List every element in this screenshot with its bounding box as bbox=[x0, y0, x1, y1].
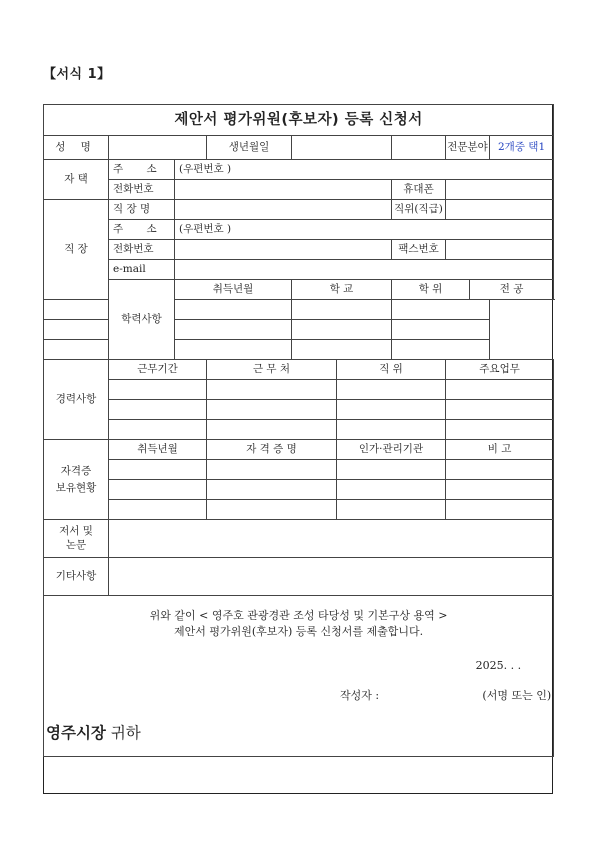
fax-label: 팩스번호 bbox=[392, 240, 446, 260]
license-header: 비 고 bbox=[446, 440, 554, 460]
email-label: e-mail bbox=[109, 260, 175, 280]
education-row bbox=[44, 320, 554, 340]
education-header: 취득년월 bbox=[175, 280, 292, 300]
books-label-line2: 논문 bbox=[65, 538, 87, 551]
work-phone-field[interactable] bbox=[175, 240, 392, 260]
recipient-name: 영주시장 bbox=[46, 724, 106, 742]
home-phone-label: 전화번호 bbox=[109, 180, 175, 200]
form-title: 제안서 평가위원(후보자) 등록 신청서 bbox=[44, 105, 554, 136]
license-row bbox=[44, 460, 554, 480]
position-label: 직위(직급) bbox=[392, 200, 446, 220]
etc-label: 기타사항 bbox=[44, 558, 109, 596]
career-row bbox=[44, 380, 554, 400]
recipient-suffix: 귀하 bbox=[105, 724, 141, 742]
name-field[interactable] bbox=[109, 136, 207, 160]
license-header: 취득년월 bbox=[109, 440, 207, 460]
education-row bbox=[44, 340, 554, 360]
career-row bbox=[44, 400, 554, 420]
license-header: 인가·관리기관 bbox=[337, 440, 446, 460]
education-header: 전 공 bbox=[470, 280, 554, 300]
position-field[interactable] bbox=[446, 200, 554, 220]
career-row bbox=[44, 420, 554, 440]
email-field[interactable] bbox=[175, 260, 554, 280]
license-row bbox=[44, 500, 554, 520]
blank-cell bbox=[392, 136, 446, 160]
dob-label: 생년월일 bbox=[207, 136, 292, 160]
license-row bbox=[44, 480, 554, 500]
company-field[interactable] bbox=[175, 200, 392, 220]
company-label: 직 장 명 bbox=[109, 200, 175, 220]
dob-field[interactable] bbox=[292, 136, 392, 160]
license-label-line1: 자격증 bbox=[60, 464, 92, 477]
declaration-date[interactable]: 2025. . . bbox=[475, 659, 522, 672]
work-phone-label: 전화번호 bbox=[109, 240, 175, 260]
books-field[interactable] bbox=[109, 520, 554, 558]
etc-field[interactable] bbox=[109, 558, 554, 596]
license-header: 자 격 증 명 bbox=[207, 440, 337, 460]
books-label-line1: 저서 및 bbox=[59, 524, 93, 537]
career-header: 근무기간 bbox=[109, 360, 207, 380]
declaration-line2: 제안서 평가위원(후보자) 등록 신청서를 제출합니다. bbox=[173, 625, 424, 638]
work-address-field[interactable]: (우편번호 ) bbox=[175, 220, 554, 240]
education-row bbox=[44, 300, 554, 320]
home-label: 자 택 bbox=[44, 160, 109, 200]
education-header: 학 위 bbox=[392, 280, 470, 300]
home-phone-field[interactable] bbox=[175, 180, 392, 200]
career-header: 근 무 처 bbox=[207, 360, 337, 380]
application-form-table bbox=[43, 104, 554, 757]
recipient bbox=[46, 726, 141, 742]
signer-label: 작성자 : bbox=[340, 689, 380, 702]
field-value[interactable]: 2개중 택1 bbox=[490, 136, 554, 160]
career-header: 직 위 bbox=[337, 360, 446, 380]
home-address-label: 주 소 bbox=[109, 160, 175, 180]
home-address-field[interactable]: (우편번호 ) bbox=[175, 160, 554, 180]
fax-field[interactable] bbox=[446, 240, 554, 260]
mobile-field[interactable] bbox=[446, 180, 554, 200]
declaration-line1: 위와 같이 < 영주호 관광경관 조성 타당성 및 기본구상 용역 > bbox=[149, 609, 448, 622]
license-label-line2: 보유현황 bbox=[55, 481, 97, 494]
career-header: 주요업무 bbox=[446, 360, 554, 380]
education-header: 학 교 bbox=[292, 280, 392, 300]
mobile-label: 휴대폰 bbox=[392, 180, 446, 200]
work-address-label: 주 소 bbox=[109, 220, 175, 240]
signature-stamp-label: (서명 또는 인) bbox=[482, 689, 552, 702]
books-label bbox=[44, 520, 109, 558]
field-label: 전문분야 bbox=[446, 136, 490, 160]
work-label: 직 장 bbox=[44, 200, 109, 300]
license-label bbox=[44, 440, 109, 520]
form-number-label: 【서식 1】 bbox=[43, 67, 111, 82]
name-label: 성 명 bbox=[44, 136, 109, 160]
education-label: 학력사항 bbox=[109, 280, 175, 360]
declaration-section bbox=[44, 596, 554, 757]
career-label: 경력사항 bbox=[44, 360, 109, 440]
